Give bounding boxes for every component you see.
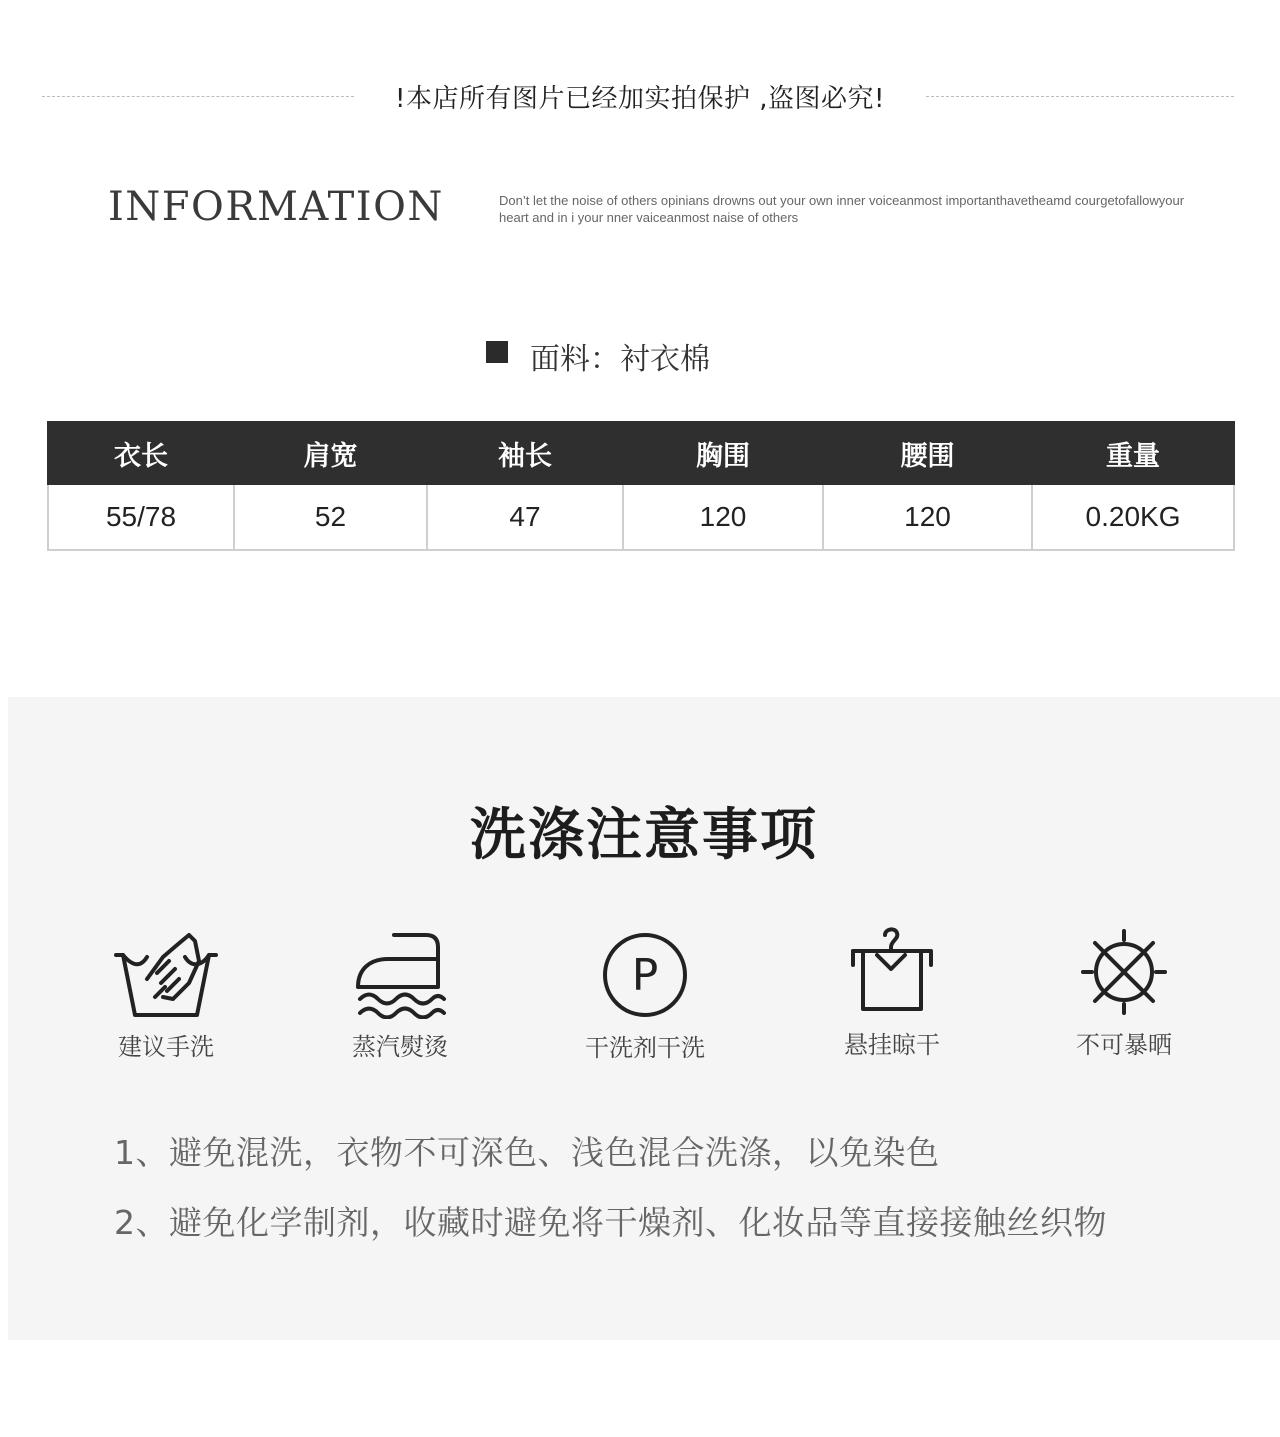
svg-text:P: P <box>631 950 659 1001</box>
care-item-hang-dry <box>802 925 982 1060</box>
care-label-hand-wash: 建议手洗 <box>118 1033 214 1061</box>
dashed-divider-left <box>42 96 354 97</box>
fabric-line <box>486 334 710 377</box>
no-sun-icon <box>1079 927 1169 1017</box>
size-table <box>47 421 1235 551</box>
care-item-dry-clean <box>555 930 735 1063</box>
care-section <box>8 697 1280 1340</box>
care-item-no-sun <box>1034 927 1214 1060</box>
value-shoulder: 52 <box>234 484 427 550</box>
dashed-divider-right <box>926 96 1234 97</box>
copyright-notice-row <box>42 70 1234 122</box>
care-title: 洗涤注意事项 <box>470 803 818 868</box>
care-label-no-sun: 不可暴晒 <box>1076 1031 1172 1059</box>
value-sleeve: 47 <box>427 484 623 550</box>
care-note-1: 1、避免混洗，衣物不可深色、浅色混合洗涤，以免染色 <box>114 1133 940 1172</box>
steam-iron-icon <box>350 929 450 1019</box>
care-label-steam-iron: 蒸汽熨烫 <box>352 1033 448 1061</box>
copyright-notice: !本店所有图片已经加实拍保护 ,盗图必究! <box>395 84 885 114</box>
information-text: Don’t let the noise of others opinians drowns out your own inner voiceanmost importanthavetheamd courgetofallowyour heart and in i your nner vaiceanmost naise of others <box>499 193 1185 225</box>
value-chest: 120 <box>623 484 823 550</box>
care-label-dry-clean: 干洗剂干洗 <box>585 1034 705 1062</box>
care-item-hand-wash <box>76 927 256 1062</box>
information-title: INFORMATION <box>108 184 444 230</box>
fabric-text: 面料：衬衣棉 <box>530 342 710 377</box>
care-note-2: 2、避免化学制剂，收藏时避免将干燥剂、化妆品等直接接触丝织物 <box>114 1203 1107 1242</box>
header-sleeve: 袖长 <box>427 422 623 484</box>
header-shoulder: 肩宽 <box>234 422 427 484</box>
header-waist: 腰围 <box>823 422 1032 484</box>
care-item-steam-iron <box>310 929 490 1062</box>
size-table-header-row <box>48 422 1234 484</box>
size-table-row <box>48 484 1234 550</box>
hand-wash-icon <box>111 927 221 1019</box>
care-label-hang-dry: 悬挂晾干 <box>844 1031 940 1059</box>
header-weight: 重量 <box>1032 422 1234 484</box>
value-waist: 120 <box>823 484 1032 550</box>
value-weight: 0.20KG <box>1032 484 1234 550</box>
header-chest: 胸围 <box>623 422 823 484</box>
square-bullet-icon <box>486 341 508 363</box>
hang-dry-icon <box>847 925 937 1017</box>
dry-clean-icon <box>600 930 690 1020</box>
header-length: 衣长 <box>48 422 234 484</box>
value-length: 55/78 <box>48 484 234 550</box>
